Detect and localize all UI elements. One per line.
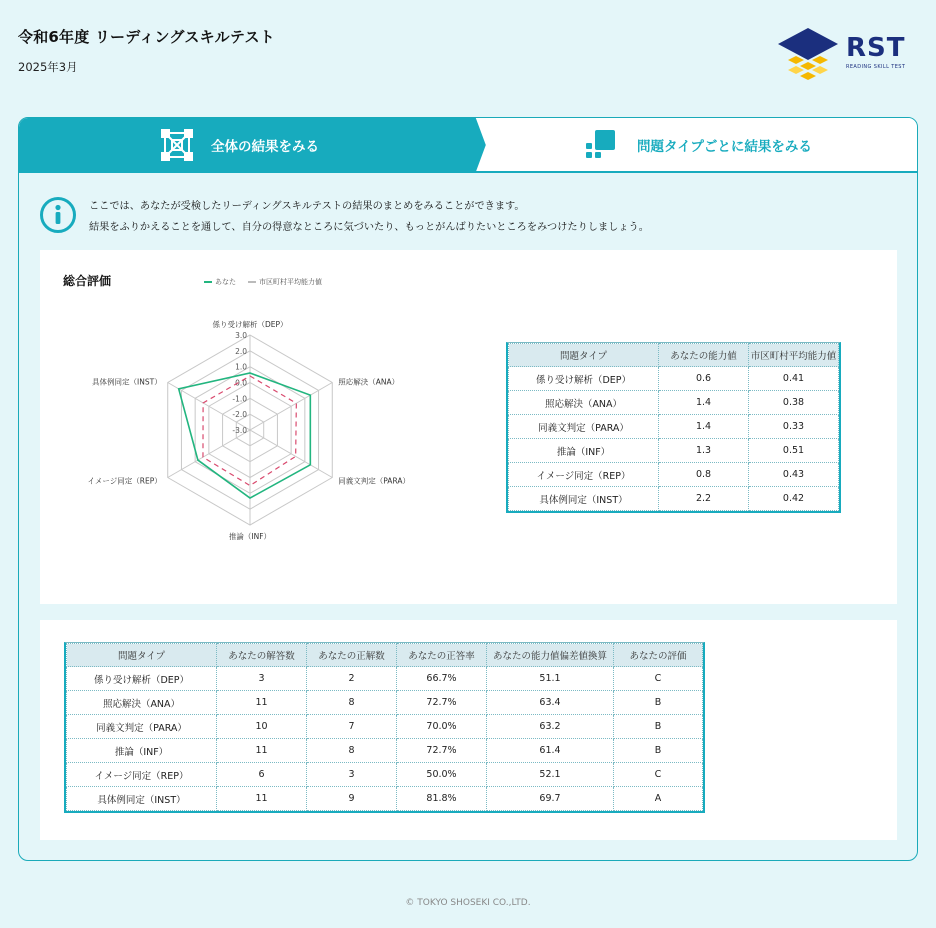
info-line-2: 結果をふりかえることを通して、自分の得意なところに気づいたり、もっとがんばりたいところをみつけたりしましょう。 bbox=[89, 222, 649, 233]
table-cell: 同義文判定（PARA） bbox=[509, 415, 659, 439]
table-cell: 11 bbox=[217, 691, 307, 715]
tab-overall-results[interactable] bbox=[19, 118, 474, 172]
table-cell: 2 bbox=[307, 667, 397, 691]
legend-item-you bbox=[204, 277, 236, 287]
radar-tick-label: -3.0 bbox=[232, 426, 247, 435]
table-cell: 3 bbox=[217, 667, 307, 691]
results-panel bbox=[18, 117, 918, 861]
radar-tick-label: 2.0 bbox=[235, 346, 247, 356]
legend-swatch bbox=[248, 281, 256, 283]
table-cell: 6 bbox=[217, 763, 307, 787]
table-cell: 0.42 bbox=[749, 487, 839, 511]
table-cell: 63.4 bbox=[487, 691, 614, 715]
info-line-1: ここでは、あなたが受検したリーディングスキルテストの結果のまとめをみることができます。 bbox=[89, 201, 525, 212]
logo-mark-icon bbox=[772, 26, 844, 84]
table-cell: 推論（INF） bbox=[67, 739, 217, 763]
column-header: 問題タイプ bbox=[509, 344, 659, 367]
column-header: 問題タイプ bbox=[67, 644, 217, 667]
table-cell: 8 bbox=[307, 691, 397, 715]
table-cell: 70.0% bbox=[397, 715, 487, 739]
rst-logo bbox=[772, 26, 922, 84]
table-cell: 係り受け解析（DEP） bbox=[509, 367, 659, 391]
column-header: あなたの能力値 bbox=[659, 344, 749, 367]
table-cell: 72.7% bbox=[397, 739, 487, 763]
table-row bbox=[509, 391, 839, 415]
column-header: あなたの能力値偏差値換算 bbox=[487, 644, 614, 667]
table-row bbox=[509, 487, 839, 511]
table-cell: 8 bbox=[307, 739, 397, 763]
column-header: あなたの評価 bbox=[614, 644, 703, 667]
table-cell: B bbox=[614, 739, 703, 763]
table-cell: C bbox=[614, 667, 703, 691]
table-cell: 具体例同定（INST） bbox=[67, 787, 217, 811]
table-cell: 11 bbox=[217, 787, 307, 811]
tab-bar bbox=[19, 118, 918, 173]
table-cell: 1.4 bbox=[659, 391, 749, 415]
column-header: あなたの正解数 bbox=[307, 644, 397, 667]
table-cell: 1.4 bbox=[659, 415, 749, 439]
table-cell: 61.4 bbox=[487, 739, 614, 763]
radar-axis-label: 同義文判定（PARA） bbox=[338, 476, 410, 486]
page-date: 2025年3月 bbox=[18, 60, 78, 74]
legend-item-municipal-average bbox=[248, 277, 322, 287]
table-cell: 50.0% bbox=[397, 763, 487, 787]
table-header-row bbox=[509, 344, 839, 367]
table-cell: イメージ同定（REP） bbox=[509, 463, 659, 487]
blocks-icon bbox=[583, 127, 619, 163]
table-cell: 0.33 bbox=[749, 415, 839, 439]
logo-text: RST bbox=[846, 33, 906, 63]
table-cell: A bbox=[614, 787, 703, 811]
table-cell: イメージ同定（REP） bbox=[67, 763, 217, 787]
tab-label: 全体の結果をみる bbox=[211, 139, 319, 155]
table-cell: 0.43 bbox=[749, 463, 839, 487]
table-row bbox=[67, 667, 703, 691]
table-cell: B bbox=[614, 715, 703, 739]
radar-tick-label: -2.0 bbox=[232, 410, 247, 420]
legend-label: あなた bbox=[215, 278, 236, 286]
table-cell: 69.7 bbox=[487, 787, 614, 811]
legend-swatch bbox=[204, 281, 212, 283]
table-cell: 0.41 bbox=[749, 367, 839, 391]
radar-tick-label: 3.0 bbox=[235, 331, 247, 340]
table-cell: 具体例同定（INST） bbox=[509, 487, 659, 511]
table-cell: 0.8 bbox=[659, 463, 749, 487]
table-row bbox=[509, 415, 839, 439]
column-header: あなたの正答率 bbox=[397, 644, 487, 667]
radar-tick-label: 1.0 bbox=[235, 362, 247, 372]
table-row bbox=[509, 367, 839, 391]
tab-divider bbox=[19, 171, 918, 173]
radar-tick-label: 0.0 bbox=[235, 378, 247, 388]
summary-card bbox=[40, 250, 897, 604]
table-cell: 3 bbox=[307, 763, 397, 787]
table-row bbox=[67, 787, 703, 811]
table-row bbox=[67, 763, 703, 787]
table-cell: 1.3 bbox=[659, 439, 749, 463]
table-cell: 63.2 bbox=[487, 715, 614, 739]
table-row bbox=[509, 439, 839, 463]
table-cell: 51.1 bbox=[487, 667, 614, 691]
tab-label: 問題タイプごとに結果をみる bbox=[637, 139, 812, 155]
table-cell: 0.6 bbox=[659, 367, 749, 391]
radar-axis-label: 推論（INF） bbox=[228, 532, 272, 541]
table-header-row bbox=[67, 644, 703, 667]
summary-title: 総合評価 bbox=[63, 274, 112, 288]
radar-tick-label: -1.0 bbox=[232, 394, 247, 404]
tab-arrow-icon bbox=[467, 118, 491, 172]
page-title: 令和6年度 リーディングスキルテスト bbox=[18, 28, 275, 46]
table-cell: 11 bbox=[217, 739, 307, 763]
table-cell: 7 bbox=[307, 715, 397, 739]
detail-card bbox=[40, 620, 897, 840]
column-header: あなたの解答数 bbox=[217, 644, 307, 667]
network-icon bbox=[159, 127, 195, 163]
table-cell: 9 bbox=[307, 787, 397, 811]
tab-by-question-type[interactable] bbox=[467, 118, 918, 172]
table-cell: 0.38 bbox=[749, 391, 839, 415]
table-cell: 81.8% bbox=[397, 787, 487, 811]
ability-table bbox=[506, 342, 841, 513]
footer-copyright: © TOKYO SHOSEKI CO.,LTD. bbox=[405, 898, 531, 908]
logo-subtitle: READING SKILL TEST bbox=[846, 64, 906, 70]
table-cell: 2.2 bbox=[659, 487, 749, 511]
table-cell: 照応解決（ANA） bbox=[67, 691, 217, 715]
table-cell: 同義文判定（PARA） bbox=[67, 715, 217, 739]
radar-axis-label: 係り受け解析（DEP） bbox=[212, 320, 288, 329]
column-header: 市区町村平均能力値 bbox=[749, 344, 839, 367]
table-row bbox=[509, 463, 839, 487]
radar-axis-label: イメージ同定（REP） bbox=[87, 476, 162, 486]
detail-table bbox=[64, 642, 705, 813]
radar-chart bbox=[80, 310, 440, 560]
table-cell: C bbox=[614, 763, 703, 787]
table-cell: 72.7% bbox=[397, 691, 487, 715]
table-row bbox=[67, 739, 703, 763]
table-cell: 0.51 bbox=[749, 439, 839, 463]
legend-label: 市区町村平均能力値 bbox=[259, 278, 322, 286]
table-cell: 照応解決（ANA） bbox=[509, 391, 659, 415]
chart-legend bbox=[204, 277, 322, 287]
table-cell: 10 bbox=[217, 715, 307, 739]
radar-axis-label: 照応解決（ANA） bbox=[338, 377, 400, 387]
page-header bbox=[18, 26, 275, 75]
table-row bbox=[67, 715, 703, 739]
table-cell: B bbox=[614, 691, 703, 715]
table-cell: 52.1 bbox=[487, 763, 614, 787]
info-icon bbox=[39, 196, 77, 234]
table-cell: 66.7% bbox=[397, 667, 487, 691]
radar-axis-label: 具体例同定（INST） bbox=[92, 377, 162, 387]
table-cell: 係り受け解析（DEP） bbox=[67, 667, 217, 691]
table-cell: 推論（INF） bbox=[509, 439, 659, 463]
info-message bbox=[39, 194, 899, 242]
table-row bbox=[67, 691, 703, 715]
